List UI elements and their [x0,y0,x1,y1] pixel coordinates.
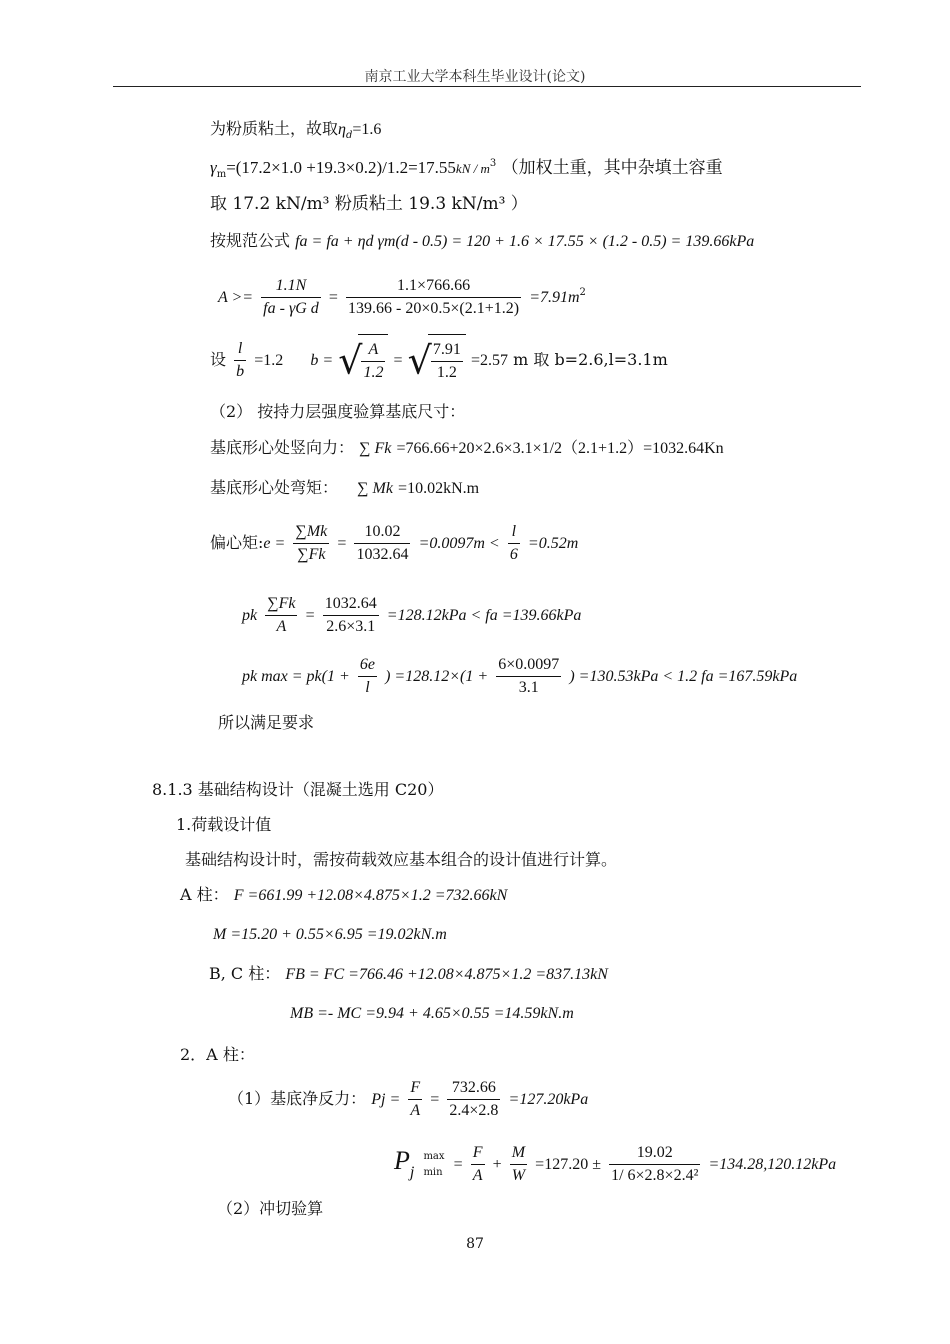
dim-take: m 取 b=2.6,l=3.1m [513,350,668,369]
pkmax-lhs: pk max = pk(1 + [242,668,350,685]
ecc-mid: =0.0097m < [418,535,500,552]
section-title: 8.1.3 基础结构设计（混凝土选用 C20） [152,780,444,799]
line-pkmax [242,650,797,702]
gamma-note: （加权土重，其中杂填土容重 [501,158,723,178]
line-eccentricity: 偏心矩:e = $\frac{\sum Mk}{\sum Fk}$ = $\frac{10.02}{1032.64}$ =0.0097m < $\frac{l}{6}$ =0.52m [210,516,578,570]
eta-value: =1.6 [352,121,382,138]
line-satisfied: 所以满足要求 [218,713,315,732]
ecc-frac3: $\frac{l}{6}$ [509,523,518,563]
ecc-e: e = [263,535,286,552]
line-pk: pk $\frac{\sum Fk}{A}$ = $\frac{1032.64}{2.6\times 3.1}$ =128.12kPa < fa =139.66kPa [242,588,581,642]
moment-label: 基底形心处弯矩： [210,478,339,497]
a-force: F =661.99 +12.08×4.875×1.2 =732.66kN [233,887,508,904]
gamma-unit-sup: 3 [489,158,497,169]
np-label: （1）基底净反力： [228,1089,367,1108]
dim-ratio: =1.2 [254,352,284,369]
subsection-a-column: 2．A 柱： [180,1045,255,1064]
text-soil: 为粉质粘土，故取 [210,119,339,138]
ecc-label: 偏心矩: [210,533,264,552]
force-sym: ∑ Fk [359,440,392,457]
area-frac2: $\frac{1.1\times 766.66}{139.66 - 20\times 0.5\times(2.1+1.2)}$ [348,277,520,317]
line-a-force [180,885,507,906]
moment-val: =10.02kN.m [398,480,480,497]
np-pj: Pj = [371,1091,401,1108]
para-load: 基础结构设计时，需按荷载效应基本组合的设计值进行计算。 [185,850,618,869]
pkmax-mid: ) =128.12×(1 + [385,668,489,685]
pj-j: j [409,1164,415,1181]
bc-label: B, C 柱： [209,964,281,983]
line-soil-eta [210,119,381,146]
pk-frac2: $\frac{1032.64}{2.6\times 3.1}$ [324,595,377,635]
ecc-end: =0.52m [527,535,579,552]
gamma-sub: m [216,169,227,180]
page-number: 87 [466,1236,484,1252]
line-gamma-m [210,154,723,185]
line-moment [210,478,479,499]
a-moment: M =15.20 + 0.55×6.95 =19.02kN.m [213,926,447,943]
sqrt-2: √ $\frac{7.91}{1.2}$ [408,334,466,387]
line-a-moment [213,924,447,945]
a-label: A 柱： [180,885,229,904]
moment-sym: ∑ Mk [357,480,393,497]
pj-end: =134.28,120.12kPa [708,1156,837,1173]
force-label: 基底形心处竖向力： [210,438,355,457]
header-rule [113,86,861,87]
gamma-symbol: γ [210,158,217,177]
area-frac1: $\frac{1.1N}{\text{fa - γG d}}$ [263,277,319,317]
subheading-bearing: （2） 按持力层强度验算基底尺寸： [210,402,466,421]
line-fa-formula [210,231,754,252]
fa-label: 按规范公式 [210,231,291,250]
dim-b: b = [310,352,334,369]
eta-symbol: η [338,121,346,138]
area-lhs: A >= [218,289,254,306]
force-val: =766.66+20×2.6×3.1×1/2（2.1+1.2）=1032.64Kn [396,440,724,457]
dim-ratio-frac: $\frac{l}{b}$ [236,340,245,380]
area-result-sup: 2 [579,287,586,298]
ecc-frac1: $\frac{\sum Mk}{\sum Fk}$ [295,523,328,563]
np-frac2: $\frac{732.66}{2.4\times 2.8}$ [449,1079,499,1119]
dim-result: =2.57 [470,352,508,369]
pkmax-frac1: $\frac{6e}{l}$ [359,656,375,696]
pk-end: =128.12kPa < fa =139.66kPa [386,607,582,624]
line-dimensions: 设 $\frac{l}{b}$ =1.2 b = √ $\frac{A}{1.2}$ = √ $\frac{7.91}{1.2}$ =2.57 m 取 b=2.6,l=3.1m [210,334,668,386]
subsection-load: 1.荷载设计值 [176,815,272,834]
line-area: A >= $\frac{1.1N}{\text{fa - γG d}}$ = $\frac{1.1\times 766.66}{139.66 - 20\times 0.5\times(2.1+1.2)}$ $=7.91m^2$ [218,268,586,318]
line-bc-force [209,964,608,985]
dim-label: 设 [210,350,227,369]
np-frac1: $\frac{F}{A}$ [410,1079,421,1119]
line-pj-maxmin: Pj max min = $\frac{F}{A}$ + $\frac{M}{W}$ =127.20 ± $\frac{19.02}{\text{1/ 6×2.8×2.4²}}$ =134.28,120.12kPa [394,1134,836,1188]
pk-frac1: $\frac{\sum Fk}{A}$ [267,595,296,635]
page-header: 南京工业大学本科生毕业设计(论文) [364,69,586,85]
pj-frac2: $\frac{M}{W}$ [511,1144,526,1184]
pj-maxmin: max min [423,1150,445,1178]
pj-P: P [394,1146,410,1175]
pkmax-end: ) =130.53kPa < 1.2 fa =167.59kPa [569,668,798,685]
pj-plus: + [492,1156,502,1173]
bc-force: FB = FC =766.46 +12.08×4.875×1.2 =837.13kN [285,966,608,983]
np-end: =127.20kPa [508,1091,589,1108]
eta-sub: d [345,130,353,141]
line-net-pressure: （1）基底净反力： Pj = $\frac{F}{A}$ = $\frac{732.66}{2.4\times 2.8}$ =127.20kPa [228,1073,588,1125]
area-result: =7.91m [529,289,580,306]
bc-moment: MB =- MC =9.94 + 4.65×0.55 =14.59kN.m [290,1005,574,1022]
ecc-frac2: $\frac{10.02}{1032.64}$ [356,523,409,563]
subheading-punching: （2）冲切验算 [217,1199,324,1218]
line-vertical-force [210,438,724,459]
gamma-expr: =(17.2×1.0 +19.3×0.2)/1.2=17.55 [226,158,456,177]
line-unit-weights: 取 17.2 kN/m³ 粉质粘土 19.3 kN/m³ ） [210,194,528,214]
line-bc-moment [290,1003,574,1024]
sqrt-1: √ $\frac{A}{1.2}$ [338,334,388,387]
fa-formula: fa = fa + ηd γm(d - 0.5) = 120 + 1.6 × 17.55 × (1.2 - 0.5) = 139.66kPa [295,233,755,250]
pj-frac1: $\frac{F}{A}$ [472,1144,483,1184]
pkmax-frac2: $\frac{6\times 0.0097}{3.1}$ [498,656,560,696]
pj-mid: =127.20 ± [535,1156,601,1173]
pj-frac3: $\frac{19.02}{\text{1/ 6×2.8×2.4²}}$ [611,1144,699,1184]
gamma-unit: kN / m [455,161,490,176]
pk-sym: pk [242,607,258,624]
